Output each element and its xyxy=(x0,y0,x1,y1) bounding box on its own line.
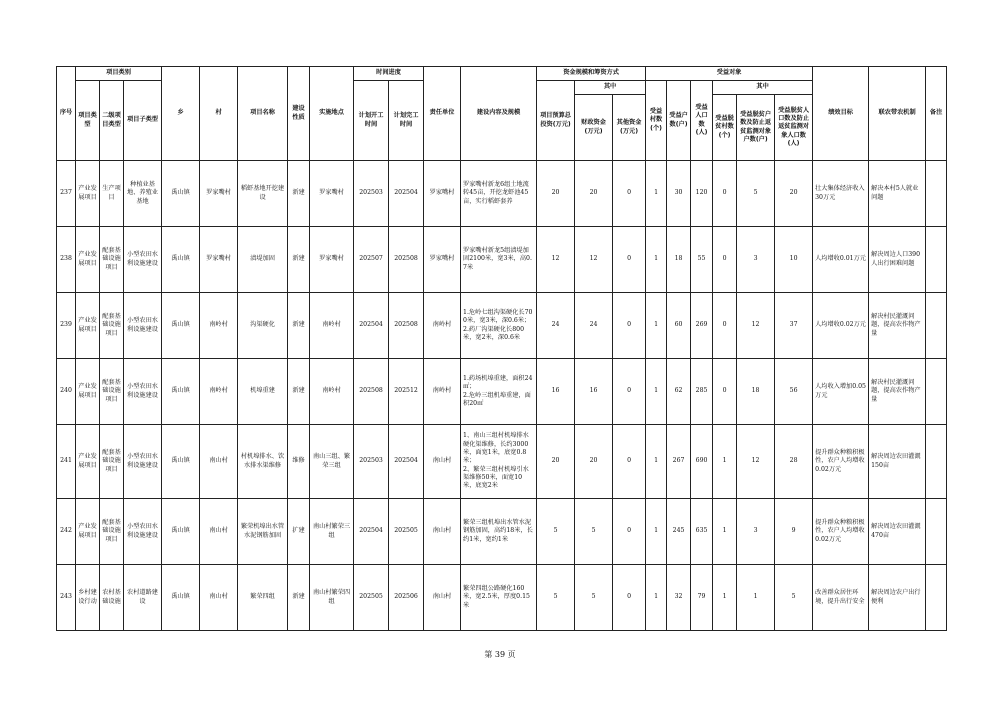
cell-nature: 新建 xyxy=(288,227,310,293)
header-remarks: 备注 xyxy=(926,67,947,161)
cell-type: 产业发展项目 xyxy=(76,293,100,359)
cell-population: 79 xyxy=(691,565,713,631)
cell-content: 繁荣三组机埠出水管水泥钢筋加固，高约18米，长约1米，宽约1米 xyxy=(461,499,537,565)
cell-start: 202504 xyxy=(354,499,389,565)
cell-total: 16 xyxy=(537,359,575,425)
cell-secondary: 农村基础设施 xyxy=(100,565,124,631)
header-poor-villages: 受益脱贫村数(个) xyxy=(713,95,737,161)
cell-poor-population: 10 xyxy=(775,227,813,293)
cell-mechanism: 解决本村5人就业问题 xyxy=(869,161,926,227)
cell-poor-population: 9 xyxy=(775,499,813,565)
cell-location: 南山村繁荣三组 xyxy=(310,499,354,565)
cell-end: 202504 xyxy=(389,425,424,499)
cell-name: 繁荣机埠出水管水泥钢筋加固 xyxy=(238,499,288,565)
cell-end: 202504 xyxy=(389,161,424,227)
cell-seq: 237 xyxy=(57,161,76,227)
header-category-group: 项目类别 xyxy=(76,67,162,81)
cell-fiscal: 5 xyxy=(575,565,613,631)
cell-township: 禹山镇 xyxy=(162,565,200,631)
cell-fiscal: 16 xyxy=(575,359,613,425)
cell-other: 0 xyxy=(613,293,646,359)
cell-goal: 壮大集体经济收入30万元 xyxy=(813,161,869,227)
table-row xyxy=(57,227,947,293)
header-secondary-type: 二级项目类型 xyxy=(100,81,124,161)
cell-village: 南岭村 xyxy=(200,293,238,359)
cell-content: 罗家嘴村新龙6组土地流转45亩，开挖龙虾池45亩，实行稻虾套养 xyxy=(461,161,537,227)
cell-seq: 242 xyxy=(57,499,76,565)
cell-location: 罗家嘴村 xyxy=(310,227,354,293)
cell-villages: 1 xyxy=(646,227,667,293)
cell-unit: 南山村 xyxy=(424,425,461,499)
cell-other: 0 xyxy=(613,227,646,293)
cell-villages: 1 xyxy=(646,359,667,425)
cell-start: 202503 xyxy=(354,425,389,499)
cell-township: 禹山镇 xyxy=(162,293,200,359)
header-sub-type: 项目子类型 xyxy=(124,81,162,161)
header-start-time: 计划开工时间 xyxy=(354,81,389,161)
header-poor-households: 受益脱贫户数及防止返贫监测对象户数(户) xyxy=(737,95,775,161)
cell-name: 机埠重建 xyxy=(238,359,288,425)
cell-township: 禹山镇 xyxy=(162,161,200,227)
cell-goal: 人均增收0.01万元 xyxy=(813,227,869,293)
cell-mechanism: 解决村民灌溉问题，提高农作物产量 xyxy=(869,359,926,425)
cell-population: 635 xyxy=(691,499,713,565)
cell-township: 禹山镇 xyxy=(162,499,200,565)
cell-goal: 提升群众种粮积极性，农户人均增收0.02万元 xyxy=(813,499,869,565)
cell-name: 沟渠硬化 xyxy=(238,293,288,359)
cell-poor-villages: 1 xyxy=(713,499,737,565)
cell-poor-villages: 1 xyxy=(713,565,737,631)
cell-population: 55 xyxy=(691,227,713,293)
cell-location: 南山村繁荣四组 xyxy=(310,565,354,631)
cell-unit: 南山村 xyxy=(424,565,461,631)
table-body xyxy=(57,161,947,631)
cell-type: 产业发展项目 xyxy=(76,499,100,565)
cell-total: 20 xyxy=(537,161,575,227)
cell-remarks xyxy=(926,425,947,499)
header-responsible-unit: 责任单位 xyxy=(424,67,461,161)
table-row xyxy=(57,359,947,425)
cell-sub: 小型农田水利设施建设 xyxy=(124,425,162,499)
cell-seq: 240 xyxy=(57,359,76,425)
cell-poor-villages: 0 xyxy=(713,227,737,293)
cell-total: 5 xyxy=(537,565,575,631)
cell-sub: 小型农田水利设施建设 xyxy=(124,293,162,359)
cell-mechanism: 解决村民灌溉问题，提高农作物产量 xyxy=(869,293,926,359)
cell-other: 0 xyxy=(613,359,646,425)
cell-nature: 新建 xyxy=(288,565,310,631)
cell-sub: 小型农田水利设施建设 xyxy=(124,359,162,425)
cell-households: 267 xyxy=(667,425,691,499)
header-other-funds: 其他资金(万元) xyxy=(613,95,646,161)
cell-population: 285 xyxy=(691,359,713,425)
cell-location: 罗家嘴村 xyxy=(310,161,354,227)
cell-sub: 小型农田水利设施建设 xyxy=(124,499,162,565)
cell-village: 南山村 xyxy=(200,565,238,631)
cell-population: 690 xyxy=(691,425,713,499)
cell-seq: 238 xyxy=(57,227,76,293)
cell-goal: 改善群众居住环境，提升出行安全 xyxy=(813,565,869,631)
cell-village: 罗家嘴村 xyxy=(200,227,238,293)
cell-name: 稻虾基地开挖建设 xyxy=(238,161,288,227)
cell-sub: 小型农田水利设施建设 xyxy=(124,227,162,293)
cell-villages: 1 xyxy=(646,425,667,499)
header-township: 乡 xyxy=(162,67,200,161)
cell-poor-households: 12 xyxy=(737,293,775,359)
cell-nature: 新建 xyxy=(288,293,310,359)
table-row xyxy=(57,293,947,359)
cell-end: 202508 xyxy=(389,293,424,359)
cell-poor-households: 5 xyxy=(737,161,775,227)
cell-village: 罗家嘴村 xyxy=(200,161,238,227)
cell-poor-households: 18 xyxy=(737,359,775,425)
cell-poor-villages: 1 xyxy=(713,425,737,499)
header-mechanism: 联农带农机制 xyxy=(869,67,926,161)
cell-goal: 人均增收0.02万元 xyxy=(813,293,869,359)
cell-households: 62 xyxy=(667,359,691,425)
cell-poor-population: 5 xyxy=(775,565,813,631)
cell-poor-households: 3 xyxy=(737,499,775,565)
header-poor-population: 受益脱贫人口数及防止返贫监测对象人口数(人) xyxy=(775,95,813,161)
header-time-group: 时间进度 xyxy=(354,67,424,81)
table-row xyxy=(57,161,947,227)
header-project-name: 项目名称 xyxy=(238,67,288,161)
header-of-which-2: 其中 xyxy=(713,81,813,95)
cell-goal: 提升群众种粮积极性，农户人均增收0.02万元 xyxy=(813,425,869,499)
header-project-type: 项目类型 xyxy=(76,81,100,161)
cell-start: 202504 xyxy=(354,293,389,359)
header-content: 建设内容及规模 xyxy=(461,67,537,161)
project-table xyxy=(56,66,947,631)
cell-poor-villages: 0 xyxy=(713,293,737,359)
cell-fiscal: 20 xyxy=(575,425,613,499)
cell-unit: 罗家嘴村 xyxy=(424,227,461,293)
cell-township: 禹山镇 xyxy=(162,425,200,499)
cell-location: 南岭村 xyxy=(310,293,354,359)
cell-seq: 239 xyxy=(57,293,76,359)
header-end-time: 计划完工时间 xyxy=(389,81,424,161)
cell-total: 12 xyxy=(537,227,575,293)
cell-households: 18 xyxy=(667,227,691,293)
cell-content: 1.药场机埠重建，面积24㎡； 2.危岭三组机埠重建，面积20㎡ xyxy=(461,359,537,425)
cell-nature: 新建 xyxy=(288,359,310,425)
cell-nature: 扩建 xyxy=(288,499,310,565)
cell-type: 乡村建设行动 xyxy=(76,565,100,631)
cell-other: 0 xyxy=(613,425,646,499)
cell-goal: 人均收入增加0.05万元 xyxy=(813,359,869,425)
cell-unit: 南岭村 xyxy=(424,359,461,425)
cell-secondary: 配套基础设施项目 xyxy=(100,425,124,499)
cell-township: 禹山镇 xyxy=(162,359,200,425)
page-number: 第 39 页 xyxy=(484,650,516,659)
cell-mechanism: 解决周边农田灌溉150亩 xyxy=(869,425,926,499)
cell-unit: 罗家嘴村 xyxy=(424,161,461,227)
cell-remarks xyxy=(926,565,947,631)
cell-poor-population: 56 xyxy=(775,359,813,425)
cell-remarks xyxy=(926,359,947,425)
cell-location: 南山三组、繁荣三组 xyxy=(310,425,354,499)
table-row xyxy=(57,499,947,565)
table-row xyxy=(57,565,947,631)
cell-population: 120 xyxy=(691,161,713,227)
cell-content: 1.危岭七组沟渠硬化长700米，宽3米，深0.6米； 2.药厂沟渠硬化长800米，宽2米，深0.6米 xyxy=(461,293,537,359)
cell-location: 南岭村 xyxy=(310,359,354,425)
header-funds-group: 资金规模和筹资方式 xyxy=(537,67,646,81)
cell-content: 罗家嘴村新龙5组渍堤加固2100米，宽3米，高0.7米 xyxy=(461,227,537,293)
cell-other: 0 xyxy=(613,565,646,631)
cell-name: 村机埠排水、饮水排水渠维修 xyxy=(238,425,288,499)
cell-poor-population: 20 xyxy=(775,161,813,227)
cell-unit: 南山村 xyxy=(424,499,461,565)
cell-other: 0 xyxy=(613,161,646,227)
cell-start: 202503 xyxy=(354,161,389,227)
cell-unit: 南岭村 xyxy=(424,293,461,359)
cell-township: 禹山镇 xyxy=(162,227,200,293)
cell-poor-households: 1 xyxy=(737,565,775,631)
cell-poor-population: 28 xyxy=(775,425,813,499)
cell-fiscal: 5 xyxy=(575,499,613,565)
cell-end: 202505 xyxy=(389,499,424,565)
cell-remarks xyxy=(926,161,947,227)
cell-nature: 新建 xyxy=(288,161,310,227)
cell-villages: 1 xyxy=(646,161,667,227)
cell-type: 产业发展项目 xyxy=(76,359,100,425)
cell-other: 0 xyxy=(613,499,646,565)
cell-village: 南山村 xyxy=(200,425,238,499)
header-villages: 受益村数(个) xyxy=(646,81,667,161)
cell-poor-villages: 0 xyxy=(713,359,737,425)
header-households: 受益户数(户) xyxy=(667,81,691,161)
cell-total: 24 xyxy=(537,293,575,359)
cell-population: 269 xyxy=(691,293,713,359)
cell-end: 202508 xyxy=(389,227,424,293)
cell-villages: 1 xyxy=(646,293,667,359)
cell-poor-population: 37 xyxy=(775,293,813,359)
cell-type: 产业发展项目 xyxy=(76,425,100,499)
cell-name: 渍堤加固 xyxy=(238,227,288,293)
header-nature: 建设性质 xyxy=(288,67,310,161)
cell-start: 202508 xyxy=(354,359,389,425)
cell-households: 60 xyxy=(667,293,691,359)
cell-seq: 241 xyxy=(57,425,76,499)
cell-fiscal: 20 xyxy=(575,161,613,227)
cell-secondary: 生产项目 xyxy=(100,161,124,227)
cell-remarks xyxy=(926,293,947,359)
header-population: 受益人口数(人) xyxy=(691,81,713,161)
cell-start: 202505 xyxy=(354,565,389,631)
cell-type: 产业发展项目 xyxy=(76,227,100,293)
cell-start: 202507 xyxy=(354,227,389,293)
cell-mechanism: 解决周边农户出行便利 xyxy=(869,565,926,631)
cell-end: 202506 xyxy=(389,565,424,631)
header-beneficiary-group: 受益对象 xyxy=(646,67,813,81)
header-of-which: 其中 xyxy=(575,81,646,95)
cell-secondary: 配套基础设施项目 xyxy=(100,499,124,565)
cell-villages: 1 xyxy=(646,499,667,565)
cell-mechanism: 解决周边人口390人出行困难问题 xyxy=(869,227,926,293)
cell-content: 1、南山三组村机埠排水硬化渠维修，长约3000米，面宽1米，底宽0.8米； 2、繁荣三组村机埠引水渠维修50米，面宽10米，底宽2米 xyxy=(461,425,537,499)
cell-sub: 农村道路建设 xyxy=(124,565,162,631)
cell-poor-households: 3 xyxy=(737,227,775,293)
cell-seq: 243 xyxy=(57,565,76,631)
cell-households: 30 xyxy=(667,161,691,227)
cell-poor-households: 12 xyxy=(737,425,775,499)
cell-poor-villages: 0 xyxy=(713,161,737,227)
cell-total: 5 xyxy=(537,499,575,565)
cell-secondary: 配套基础设施项目 xyxy=(100,359,124,425)
cell-total: 20 xyxy=(537,425,575,499)
header-fiscal-funds: 财政资金(万元) xyxy=(575,95,613,161)
header-location: 实施地点 xyxy=(310,67,354,161)
cell-households: 245 xyxy=(667,499,691,565)
cell-households: 32 xyxy=(667,565,691,631)
table-row xyxy=(57,425,947,499)
cell-nature: 维修 xyxy=(288,425,310,499)
cell-secondary: 配套基础设施项目 xyxy=(100,293,124,359)
cell-villages: 1 xyxy=(646,565,667,631)
header-seq: 序号 xyxy=(57,67,76,161)
header-goal: 绩效目标 xyxy=(813,67,869,161)
cell-village: 南岭村 xyxy=(200,359,238,425)
cell-secondary: 配套基础设施项目 xyxy=(100,227,124,293)
cell-village: 南山村 xyxy=(200,499,238,565)
cell-name: 繁荣四组 xyxy=(238,565,288,631)
cell-sub: 种植业基地、养殖业基地 xyxy=(124,161,162,227)
cell-fiscal: 24 xyxy=(575,293,613,359)
cell-fiscal: 12 xyxy=(575,227,613,293)
cell-mechanism: 解决周边农田灌溉470亩 xyxy=(869,499,926,565)
cell-end: 202512 xyxy=(389,359,424,425)
header-total-budget: 项目预算总投资(万元) xyxy=(537,81,575,161)
header-village: 村 xyxy=(200,67,238,161)
cell-remarks xyxy=(926,499,947,565)
cell-type: 产业发展项目 xyxy=(76,161,100,227)
cell-content: 繁荣四组公路硬化160米，宽2.5米，厚度0.15米 xyxy=(461,565,537,631)
cell-remarks xyxy=(926,227,947,293)
